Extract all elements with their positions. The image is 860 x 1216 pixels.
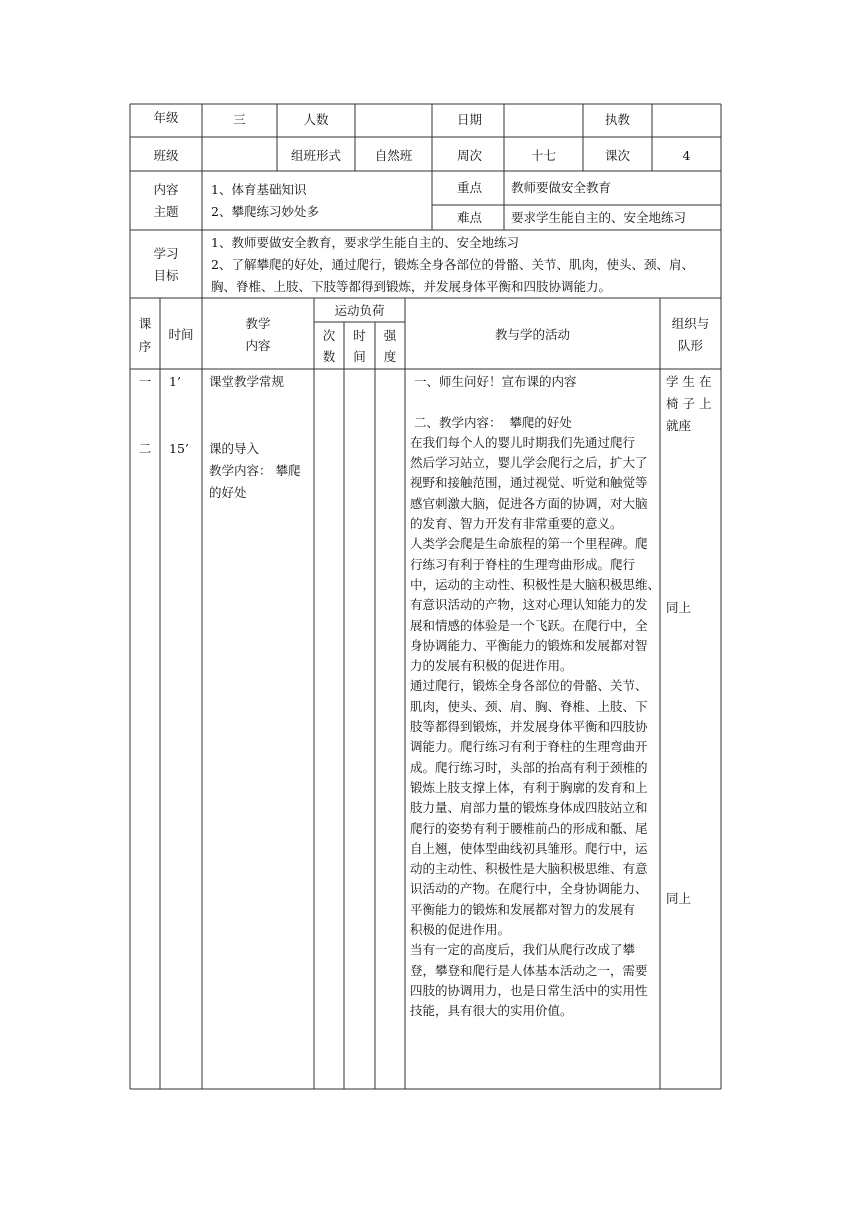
difficulty-value: 要求学生能自主的、安全地练习 xyxy=(511,210,687,225)
activity-line: 身协调能力、平衡能力的锻炼和发展都对智 xyxy=(410,637,648,653)
content-item-1: 1、体育基础知识 xyxy=(211,182,307,197)
activity-line: 中，运动的主动性、积极性是大脑积极思维、 xyxy=(410,576,661,592)
key-point-label: 重点 xyxy=(457,180,483,195)
activity-line: 力的发展有积极的促进作用。 xyxy=(410,658,573,674)
activity-line: 成。爬行练习时，头部的抬高有利于颈椎的 xyxy=(410,759,648,775)
org-line-1: 学 生 在 xyxy=(666,374,712,389)
activity-line: 人类学会爬是生命旅程的第一个里程碑。爬 xyxy=(410,536,648,552)
row1-section: 一 xyxy=(138,374,152,389)
goals-label-2: 目标 xyxy=(153,268,179,283)
activity-line: 技能，具有很大的实用价值。 xyxy=(410,1003,573,1019)
activity-line: 识活动的产物。在爬行中，全身协调能力、 xyxy=(410,881,648,897)
content-label-1: 内容 xyxy=(153,182,179,197)
col-org-2: 队形 xyxy=(677,338,703,353)
teacher-label: 执教 xyxy=(604,112,630,127)
activity-line: 平衡能力的锻炼和发展都对智力的发展有 xyxy=(410,901,636,917)
activity-line: 肢力量、肩部力量的锻炼身体成四肢站立和 xyxy=(410,800,648,816)
goal-line-1: 1、教师要做安全教育，要求学生能自主的、安全地练习 xyxy=(211,235,519,250)
activity-line: 动的主动性、积极性是大脑积极思维、有意 xyxy=(410,861,648,877)
goals-label-1: 学习 xyxy=(153,246,179,261)
col-load: 运动负荷 xyxy=(334,303,385,318)
activity-line: 通过爬行，锻炼全身各部位的骨骼、关节、 xyxy=(410,678,648,694)
activity-line: 调能力。爬行练习有利于脊柱的生理弯曲开 xyxy=(410,739,648,755)
content-item-2: 2、攀爬练习妙处多 xyxy=(211,204,319,219)
activity-line: 二、教学内容： 攀爬的好处 xyxy=(410,414,572,430)
row1-content: 课堂教学常规 xyxy=(209,374,285,389)
col-intensity-1: 强 xyxy=(383,328,397,343)
activity-line: 锻炼上肢支撑上体，有利于胸廓的发育和上 xyxy=(410,779,648,795)
col-times-1: 次 xyxy=(322,328,336,343)
row1-time: 1’ xyxy=(169,374,181,389)
org-line-2: 椅 子 上 xyxy=(666,396,712,411)
col-org-1: 组织与 xyxy=(671,316,710,331)
row2-content-3: 的好处 xyxy=(209,485,247,500)
lesson-value: 4 xyxy=(682,148,691,163)
org-same-2: 同上 xyxy=(666,891,692,906)
week-label: 周次 xyxy=(457,148,483,163)
grade-label: 年级 xyxy=(153,110,179,125)
activity-line xyxy=(410,392,658,412)
row2-content-2: 教学内容： 攀爬 xyxy=(209,463,301,478)
activity-line: 有意识活动的产物，这对心理认知能力的发 xyxy=(410,597,648,613)
col-content-1: 教学 xyxy=(245,316,271,331)
activity-line: 自上翘，使体型曲线初具雏形。爬行中，运 xyxy=(410,840,648,856)
activity-line: 积极的促进作用。 xyxy=(410,922,511,938)
col-section-1: 课 xyxy=(138,316,152,331)
difficulty-label: 难点 xyxy=(457,210,483,225)
class-label: 班级 xyxy=(153,148,179,163)
lesson-label: 课次 xyxy=(604,148,630,163)
goal-line-3: 胸、脊椎、上肢、下肢等都得到锻炼，并发展身体平衡和四肢协调能力。 xyxy=(211,279,612,294)
col-duration-2: 间 xyxy=(353,349,366,364)
row2-time: 15’ xyxy=(169,441,189,456)
col-duration-1: 时 xyxy=(353,328,366,343)
grade-value: 三 xyxy=(233,112,246,127)
activity-line: 感官刺激大脑，促进各方面的协调，对大脑 xyxy=(410,495,648,511)
activity-line: 然后学习站立，婴儿学会爬行之后，扩大了 xyxy=(410,455,648,471)
col-section-2: 序 xyxy=(138,339,152,354)
activity-line: 展和情感的体验是一个飞跃。在爬行中，全 xyxy=(410,617,648,633)
content-label-2: 主题 xyxy=(153,204,179,219)
org-line-3: 就座 xyxy=(666,418,692,433)
activity-line: 行练习有利于脊柱的生理弯曲形成。爬行 xyxy=(410,556,636,572)
org-same-1: 同上 xyxy=(666,600,692,615)
col-content-2: 内容 xyxy=(245,338,271,353)
col-times-2: 数 xyxy=(322,349,336,364)
col-activities: 教与学的活动 xyxy=(494,327,570,342)
col-intensity-2: 度 xyxy=(383,349,397,364)
row2-section: 二 xyxy=(138,441,152,456)
count-label: 人数 xyxy=(303,112,329,127)
activity-line: 一、师生问好！宣布课的内容 xyxy=(410,374,577,389)
activity-line: 登，攀登和爬行是人体基本活动之一，需要 xyxy=(410,962,648,978)
key-point-value: 教师要做安全教育 xyxy=(511,180,612,195)
row2-content-1: 课的导入 xyxy=(209,441,260,456)
activity-line: 肌肉，使头、颈、肩、胸、脊椎、上肢、下 xyxy=(410,698,648,714)
activity-line: 四肢的协调用力，也是日常生活中的实用性 xyxy=(410,982,648,998)
col-time: 时间 xyxy=(168,327,194,342)
week-value: 十七 xyxy=(530,148,556,163)
group-label: 组班形式 xyxy=(290,148,341,163)
date-label: 日期 xyxy=(457,112,483,127)
activities-text xyxy=(410,372,661,1022)
group-value: 自然班 xyxy=(374,148,413,163)
goal-line-2: 2、了解攀爬的好处，通过爬行，锻炼全身各部位的骨骼、关节、肌肉，使头、颈、肩、 xyxy=(211,257,694,272)
activity-line: 当有一定的高度后，我们从爬行改成了攀 xyxy=(410,942,636,958)
activity-line: 在我们每个人的婴儿时期我们先通过爬行 xyxy=(410,434,636,450)
activity-line: 肢等都得到锻炼，并发展身体平衡和四肢协 xyxy=(410,719,648,735)
activity-line: 的发育、智力开发有非常重要的意义。 xyxy=(410,516,623,532)
activity-line: 爬行的姿势有利于腰椎前凸的形成和骶、尾 xyxy=(410,820,648,836)
activity-line: 视野和接触范围，通过视觉、听觉和触觉等 xyxy=(410,475,648,491)
